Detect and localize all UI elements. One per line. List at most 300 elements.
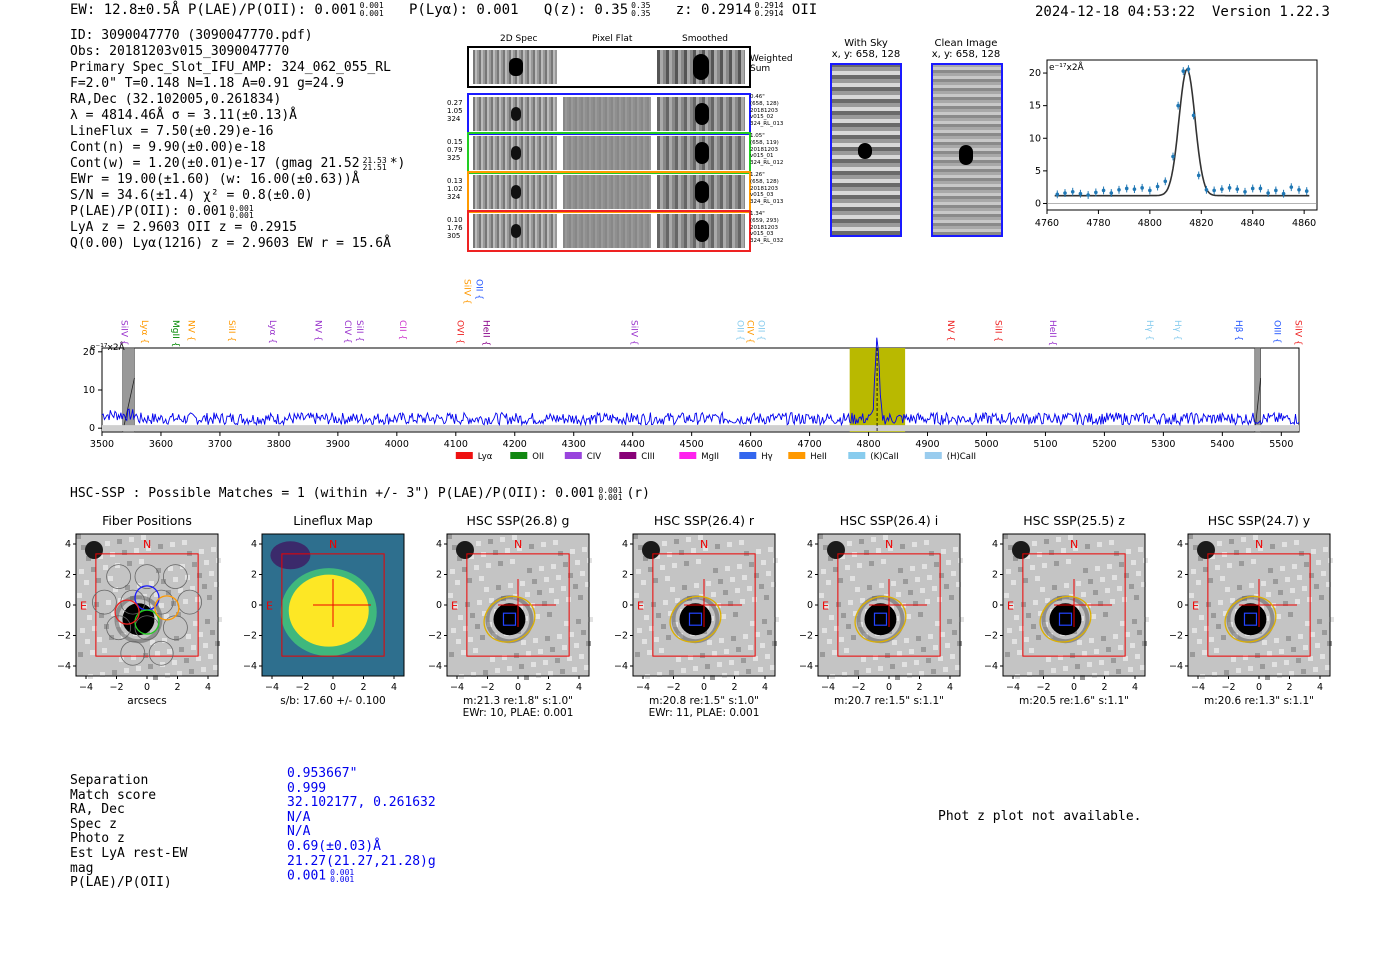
noise-pixel [1007,628,1012,633]
cutout-caption-line: s/b: 17.60 +/- 0.100 [280,695,386,707]
noise-pixel [1097,542,1102,547]
noise-pixel [1112,575,1117,580]
line-id-label: OIII { [1271,320,1282,344]
line-id-label: HeII { [480,320,491,347]
y-tick-label: 2 [1176,569,1183,581]
noise-pixel [468,637,473,642]
noise-pixel [1325,665,1330,670]
east-label: E [451,599,458,613]
noise-pixel [718,579,723,584]
noise-pixel [1225,587,1230,592]
line-id-label: OII { [734,320,745,341]
noise-pixel [549,588,554,593]
noise-pixel [508,583,513,588]
match-value [287,767,436,782]
cutout-caption-line: EWr: 11, PLAE: 0.001 [648,707,760,719]
legend-label: CIV [586,452,602,462]
x-tick-label: 0 [143,682,151,693]
cutout-image [447,534,593,680]
fiber-2d [473,175,557,209]
noise-pixel [447,534,452,539]
match-label: Est LyA rest-EW [70,845,188,861]
match-label: Spec z [70,816,117,832]
noise-pixel [759,584,764,589]
x-tick-label: 4 [204,682,212,693]
noise-pixel [903,579,908,584]
fiber-row-meta [750,94,794,128]
noise-pixel [723,590,728,595]
noise-pixel [139,559,144,564]
cutout-caption [983,695,1165,707]
noise-pixel [1140,665,1145,670]
line-id-label: CIV { [744,320,755,344]
noise-pixel [117,539,122,544]
noise-pixel [203,643,208,648]
x-tick-label: 5400 [1210,439,1235,450]
noise-pixel [76,534,81,539]
noise-pixel [1316,560,1321,565]
noise-pixel [1018,567,1023,572]
legend-swatch [619,452,636,459]
y-tick-label: 4 [435,539,442,550]
noise-pixel [857,563,862,568]
noise-pixel [836,602,841,607]
match-value [287,782,436,797]
noise-pixel [705,664,710,669]
fiber-meta: v015_03 [750,231,774,238]
noise-pixel [96,578,101,583]
noise-pixel [753,656,758,661]
noise-pixel [535,614,540,619]
noise-pixel [915,577,920,582]
noise-pixel [1088,579,1093,584]
data-point [1266,191,1270,195]
noise-pixel [1134,595,1139,600]
noise-pixel [721,614,726,619]
noise-pixel [210,630,215,635]
noise-pixel [909,649,914,654]
noise-pixel [579,654,584,659]
noise-pixel [719,638,724,643]
noise-pixel [481,552,486,557]
noise-pixel [1082,651,1087,656]
noise-pixel [855,587,860,592]
noise-pixel [103,565,108,570]
cutout-caption-line: EWr: 10, PLAE: 0.001 [462,707,574,719]
noise-pixel [644,615,649,620]
legend-swatch [848,452,865,459]
neighbor-star [85,541,103,559]
noise-pixel [475,624,480,629]
noise-pixel [879,583,884,588]
x-tick-label: 2 [1286,682,1293,693]
match-value [287,796,436,811]
fiber-smooth-source [695,142,709,164]
noise-pixel [937,597,942,602]
x-tick-label: 4 [946,682,954,693]
y-tick-label: −4 [427,661,442,672]
noise-pixel [1260,664,1265,669]
noise-pixel [647,650,652,655]
x-tick-label: −4 [1005,682,1021,693]
x-tick-label: −2 [1036,682,1051,693]
noise-pixel [1075,664,1080,669]
noise-pixel [932,586,937,591]
match-label: RA, Dec [70,802,125,818]
noise-pixel [529,544,534,549]
ew-plae-sub: 0.001 [359,9,384,18]
noise-pixel [900,544,905,549]
fiber-flat [563,214,651,248]
east-label: E [266,599,273,613]
x-tick-label: −2 [851,682,866,693]
cutout-caption-line: m:20.5 re:1.6" s:1.1" [1019,695,1129,707]
noise-pixel [762,619,767,624]
photz-note: Phot z plot not available. [938,809,1142,824]
noise-pixel [1061,548,1066,553]
x-tick-label: 4 [1316,682,1324,693]
fiber-meta: 0.46" [750,94,765,100]
noise-pixel [1251,559,1256,564]
noise-pixel [1046,657,1051,662]
noise-pixel [1296,658,1301,663]
noise-pixel [211,547,216,552]
noise-pixel [149,581,154,586]
data-point [1163,180,1167,184]
noise-pixel [818,534,823,539]
x-tick-label: −2 [109,682,124,693]
noise-pixel [1272,662,1277,667]
noise-pixel [79,569,84,574]
noise-pixel [851,635,856,640]
cutout-panel [52,532,224,720]
noise-pixel [192,562,197,567]
noise-pixel [822,628,827,633]
data-point [1156,185,1160,189]
fiber-meta: v015_02 [750,114,774,121]
cutout-panel [609,532,781,720]
info-q: Q(0.00) Lyα(1216) z = 2.9603 EW r = 15.6Å [70,236,391,251]
plae-sub: 0.001 [330,875,355,885]
x-tick-label: −2 [480,682,495,693]
noise-pixel [890,664,895,669]
y-tick-label: 0 [435,600,442,611]
noise-pixel [691,548,696,553]
noise-pixel [717,662,722,667]
noise-pixel [848,600,853,605]
noise-pixel [665,576,670,581]
noise-pixel [1039,670,1044,675]
noise-pixel [193,621,198,626]
col-2d-spec: 2D Spec [500,34,538,44]
fiber-stat: 324 [447,115,461,123]
noise-pixel [1246,548,1251,553]
noise-pixel [1119,562,1124,567]
noise-pixel [1138,547,1143,552]
with-sky-image [830,63,902,237]
data-point [1117,188,1121,192]
noise-pixel [110,552,115,557]
y-tick-label: 2 [806,569,813,581]
x-tick-label: 2 [916,682,923,693]
noise-pixel [173,577,178,582]
noise-pixel [674,539,679,544]
fiber-stat: 0.15 [447,138,463,146]
y-unit-label: e⁻¹⁷x2Å [90,343,125,353]
noise-pixel [902,662,907,667]
noise-pixel [1301,669,1306,674]
noise-pixel [1076,581,1081,586]
cutout-title: Lineflux Map [293,513,373,528]
noise-pixel [846,624,851,629]
noise-pixel [1106,647,1111,652]
fiber-flat [563,136,651,170]
noise-pixel [1120,621,1125,626]
noise-pixel [473,648,478,653]
x-tick-label: 5000 [974,439,999,450]
noise-pixel [832,650,837,655]
noise-pixel [1037,552,1042,557]
noise-pixel [1063,666,1068,671]
noise-pixel [174,636,179,641]
legend-label: OII [532,452,545,462]
noise-pixel [1117,586,1122,591]
noise-pixel [642,639,647,644]
noise-pixel [1131,560,1136,565]
noise-pixel [892,640,897,645]
noise-pixel [764,595,769,600]
fiber-smooth-source [695,220,709,242]
data-point [1086,193,1090,197]
fiber-row [467,93,751,135]
noise-pixel [505,548,510,553]
north-label: N [514,538,523,551]
noise-pixel [572,667,577,672]
noise-pixel [182,540,187,545]
line-id-label: OVI { [454,320,465,345]
noise-pixel [1280,566,1285,571]
legend-swatch [788,452,805,459]
noise-pixel [869,561,874,566]
x-tick-label: 3700 [207,439,233,450]
noise-pixel [734,671,739,676]
noise-pixel [1255,653,1260,658]
weighted-sum-row [467,46,751,88]
noise-pixel [1239,561,1244,566]
line-id-label: SiII { [992,320,1003,343]
noise-pixel [90,650,95,655]
noise-pixel [575,560,580,565]
y-tick-label: 4 [64,539,71,550]
noise-pixel [844,648,849,653]
fiber-meta: 324_RL_012 [750,160,784,167]
noise-pixel [1209,637,1214,642]
weighted-smooth [657,50,745,84]
target-source [1234,603,1266,635]
noise-pixel [829,615,834,620]
noise-pixel [480,635,485,640]
y-tick-label: 2 [621,569,628,581]
noise-pixel [819,593,824,598]
north-label: N [1070,538,1079,551]
noise-pixel [1192,628,1197,633]
line-id-label: Hγ { [1172,320,1183,341]
fiber-source [511,224,521,238]
noise-pixel [920,588,925,593]
noise-pixel [1292,564,1297,569]
noise-pixel [1111,658,1116,663]
noise-pixel [1227,563,1232,568]
noise-pixel [941,549,946,554]
noise-pixel [1314,584,1319,589]
noise-pixel [1267,651,1272,656]
noise-pixel [1211,613,1216,618]
legend-label: CIII [641,452,655,462]
noise-pixel [1099,660,1104,665]
data-point [1187,67,1191,71]
noise-pixel [661,624,666,629]
noise-pixel [676,657,681,662]
line-id-label: Lyα { [267,320,278,345]
noise-pixel [172,660,177,665]
data-point [1282,192,1286,196]
header-meta [1035,4,1330,20]
x-tick-label: 3900 [325,439,350,450]
noise-pixel [159,603,164,608]
noise-pixel [867,585,872,590]
noise-pixel [1003,534,1008,539]
noise-pixel [1056,537,1061,542]
cutout-caption [242,695,424,707]
noise-pixel [859,539,864,544]
noise-pixel [551,564,556,569]
data-point [1063,191,1067,195]
data-point [1259,187,1263,191]
y-tick-label: 0 [88,423,95,435]
north-label: N [143,538,152,551]
noise-pixel [1033,600,1038,605]
noise-pixel [750,621,755,626]
clean-image-source [959,145,973,165]
noise-pixel [729,660,734,665]
noise-pixel [554,599,559,604]
match-value [287,825,436,840]
noise-pixel [1023,578,1028,583]
flux-core [289,575,369,647]
noise-pixel [547,612,552,617]
noise-pixel [633,534,638,539]
noise-pixel [878,666,883,671]
noise-pixel [532,579,537,584]
with-sky-source [858,143,872,159]
noise-pixel [202,584,207,589]
x-tick-label: −2 [1221,682,1236,693]
fiber-stat: 1.05 [447,107,463,115]
noise-pixel [648,567,653,572]
noise-pixel [850,576,855,581]
with-sky-title: With Sky [844,38,888,49]
match-label: mag [70,860,94,876]
noise-pixel [666,635,671,640]
noise-pixel [1305,621,1310,626]
info-plae-sup: 0.001 [229,203,254,213]
noise-pixel [208,654,213,659]
noise-pixel [916,636,921,641]
fiber-meta: 1.34" [750,211,765,217]
noise-pixel [1216,624,1221,629]
noise-pixel [574,643,579,648]
noise-pixel [531,662,536,667]
x-tick-label: 3600 [148,439,174,450]
y-tick-label: −4 [798,661,813,672]
noise-pixel [943,667,948,672]
noise-pixel [85,639,90,644]
y-tick-label: 2 [250,569,257,581]
noise-pixel [634,593,639,598]
noise-pixel [1095,566,1100,571]
fiber-stat: 1.76 [447,224,463,232]
y-tick-label: 0 [250,600,257,611]
noise-pixel [1103,612,1108,617]
noise-pixel [910,566,915,571]
noise-pixel [733,612,738,617]
noise-pixel [952,630,957,635]
fiber-meta: (659, 293) [750,217,779,224]
fiber-meta: 324_RL_032 [750,238,784,245]
noise-pixel [906,614,911,619]
noise-pixel [885,653,890,658]
cutout-image [1188,534,1334,680]
x-tick-label: −4 [1190,682,1206,693]
line-id-label: SiIV { [628,320,639,346]
x-tick-label: 0 [329,682,337,693]
fiber-smooth [657,175,745,209]
noise-pixel [833,567,838,572]
info-lambda: λ = 4814.46Å σ = 3.11(±0.13)Å [70,108,297,123]
data-point [1235,187,1239,191]
cutout-panel [979,532,1151,720]
y-tick-label: 4 [621,539,628,550]
noise-pixel [765,654,770,659]
cutout-caption-line: m:20.8 re:1.5" s:1.0" [649,695,759,707]
noise-pixel [752,597,757,602]
noise-pixel [106,600,111,605]
noise-pixel [521,640,526,645]
noise-pixel [838,578,843,583]
noise-pixel [925,599,930,604]
cutout-panel [794,532,966,720]
noise-pixel [1032,541,1037,546]
noise-pixel [533,638,538,643]
noise-pixel [768,547,773,552]
noise-pixel [938,656,943,661]
fiber-stat: 324 [447,193,461,201]
noise-pixel [924,540,929,545]
info-cont-w [70,156,405,172]
x-tick-label: 4820 [1189,218,1214,229]
noise-pixel [945,643,950,648]
cutout-caption [427,695,609,719]
noise-pixel [1313,667,1318,672]
noise-pixel [724,649,729,654]
noise-pixel [1302,586,1307,591]
noise-pixel [1089,638,1094,643]
noise-pixel [1222,552,1227,557]
x-tick-label: 0 [514,682,522,693]
noise-pixel [462,567,467,572]
noise-pixel [1307,597,1312,602]
noise-pixel [871,537,876,542]
